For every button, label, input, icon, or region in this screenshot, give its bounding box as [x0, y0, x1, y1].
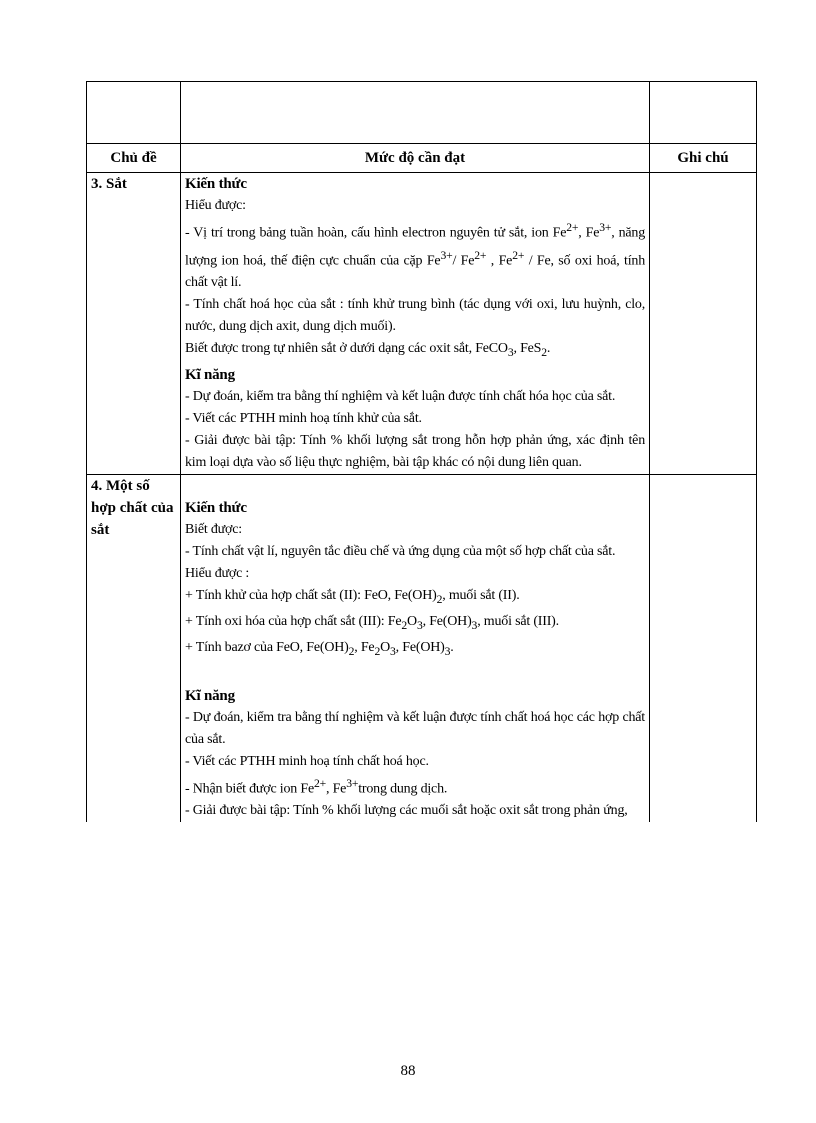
text: + Tính oxi hóa của hợp chất sắt (III): Fe: [185, 613, 402, 629]
level-cell: [181, 475, 650, 823]
topic-cell: 3. Sắt: [87, 173, 181, 475]
content-line: [185, 585, 645, 611]
text: / Fe, số oxi hoá, tính chất vật lí.: [185, 253, 645, 291]
text: , Fe: [578, 225, 600, 241]
skills-heading: Kĩ năng: [185, 687, 235, 704]
page-number: 88: [400, 1063, 416, 1079]
superscript: 2+: [474, 248, 487, 262]
subscript: 2: [401, 618, 408, 632]
content-line: - Giải được bài tập: Tính % khối lượng các muối sắt hoặc oxit sắt trong phản ứng,: [185, 803, 628, 819]
superscript: 3+: [346, 776, 359, 790]
text: , muối sắt (III).: [477, 613, 559, 629]
content-line: - Dự đoán, kiểm tra bằng thí nghiệm và kết luận được tính chất hoá học các hợp chất của sắt.: [185, 709, 645, 747]
text: O: [380, 639, 391, 655]
header-topic: Chủ đề: [87, 144, 181, 173]
subscript: 2: [436, 592, 443, 606]
blank-cell: [181, 82, 650, 144]
subscript: 2: [374, 644, 381, 658]
text: , FeS: [513, 341, 542, 357]
content-line: [185, 338, 645, 364]
header-note: Ghi chú: [650, 144, 757, 173]
table-header-row: [87, 144, 757, 173]
content-line: - Tính chất vật lí, nguyên tắc điều chế và ứng dụng của một số hợp chất của sắt.: [185, 544, 616, 560]
text: + Tính bazơ của FeO, Fe(OH): [185, 639, 349, 655]
text: , Fe: [354, 639, 375, 655]
text: Biết được trong tự nhiên sắt ở dưới dạng các oxit sắt, FeCO: [185, 341, 508, 357]
level-cell: [181, 173, 650, 475]
superscript: 2+: [512, 248, 525, 262]
superscript: 3+: [599, 221, 612, 234]
content-line: [185, 611, 645, 637]
blank-header-row: [87, 82, 757, 144]
content-line: - Tính chất hoá học của sắt : tính khử trung bình (tác dụng với oxi, lưu huỳnh, clo, nước, dung dịch axit, dung dịch muối).: [185, 297, 645, 335]
text: trong dung dịch.: [358, 781, 448, 797]
content-line: [185, 637, 645, 663]
note-cell: [650, 173, 757, 475]
content-line: [185, 217, 645, 294]
header-level: Mức độ cần đạt: [181, 144, 650, 173]
subscript: 3: [390, 644, 396, 658]
spacer: [185, 475, 645, 497]
text: / Fe: [452, 253, 475, 269]
know-label: Biết được:: [185, 522, 242, 538]
text: - Vị trí trong bảng tuần hoàn, cấu hình electron nguyên tử sắt, ion Fe: [185, 225, 567, 241]
subscript: 3: [416, 618, 423, 632]
content-line: - Viết các PTHH minh hoạ tính chất hoá học.: [185, 753, 429, 769]
blank-cell: [87, 82, 181, 144]
table-row: [87, 475, 757, 823]
text: , Fe(OH): [422, 613, 472, 629]
topic-cell: 4. Một số hợp chất của sắt: [87, 475, 181, 823]
blank-cell: [650, 82, 757, 144]
subscript: 3: [471, 618, 478, 632]
text: , năng lượng ion hoá, thế điện cực chuẩn của cặp Fe: [185, 225, 646, 269]
subscript: 2: [541, 346, 547, 360]
text: - Nhận biết được ion Fe: [185, 781, 314, 797]
understand-label: Hiểu được :: [185, 566, 250, 582]
superscript: 2+: [566, 221, 579, 234]
content-line: - Dự đoán, kiểm tra bằng thí nghiệm và kết luận được tính chất hóa học của sắt.: [185, 389, 616, 405]
understand-label: Hiểu được:: [185, 198, 246, 213]
text: .: [546, 341, 551, 357]
content-line: [185, 773, 645, 801]
text: O: [407, 613, 417, 629]
text: , muối sắt (II).: [442, 588, 520, 604]
text: , Fe: [486, 253, 513, 269]
spacer: [185, 663, 645, 685]
subscript: 2: [348, 644, 355, 658]
text: , Fe(OH): [395, 639, 445, 655]
superscript: 3+: [440, 248, 453, 262]
text: + Tính khử của hợp chất sắt (II): FeO, Fe(OH): [185, 588, 437, 604]
content-line: - Giải được bài tập: Tính % khối lượng sắt trong hỗn hợp phản ứng, xác định tên kim loại dựa vào số liệu thực nghiệm, bài tập khác có nội dung liên quan.: [185, 433, 645, 471]
note-cell: [650, 475, 757, 823]
table-row: [87, 173, 757, 475]
content-line: - Viết các PTHH minh hoạ tính khử của sắt.: [185, 411, 422, 427]
superscript: 2+: [313, 776, 326, 790]
text: .: [450, 639, 454, 655]
knowledge-heading: Kiến thức: [185, 500, 247, 517]
curriculum-table: [86, 81, 757, 822]
skills-heading: Kĩ năng: [185, 367, 235, 384]
subscript: 3: [444, 644, 451, 658]
text: , Fe: [326, 781, 347, 797]
knowledge-heading: Kiến thức: [185, 176, 247, 192]
subscript: 3: [507, 346, 514, 360]
